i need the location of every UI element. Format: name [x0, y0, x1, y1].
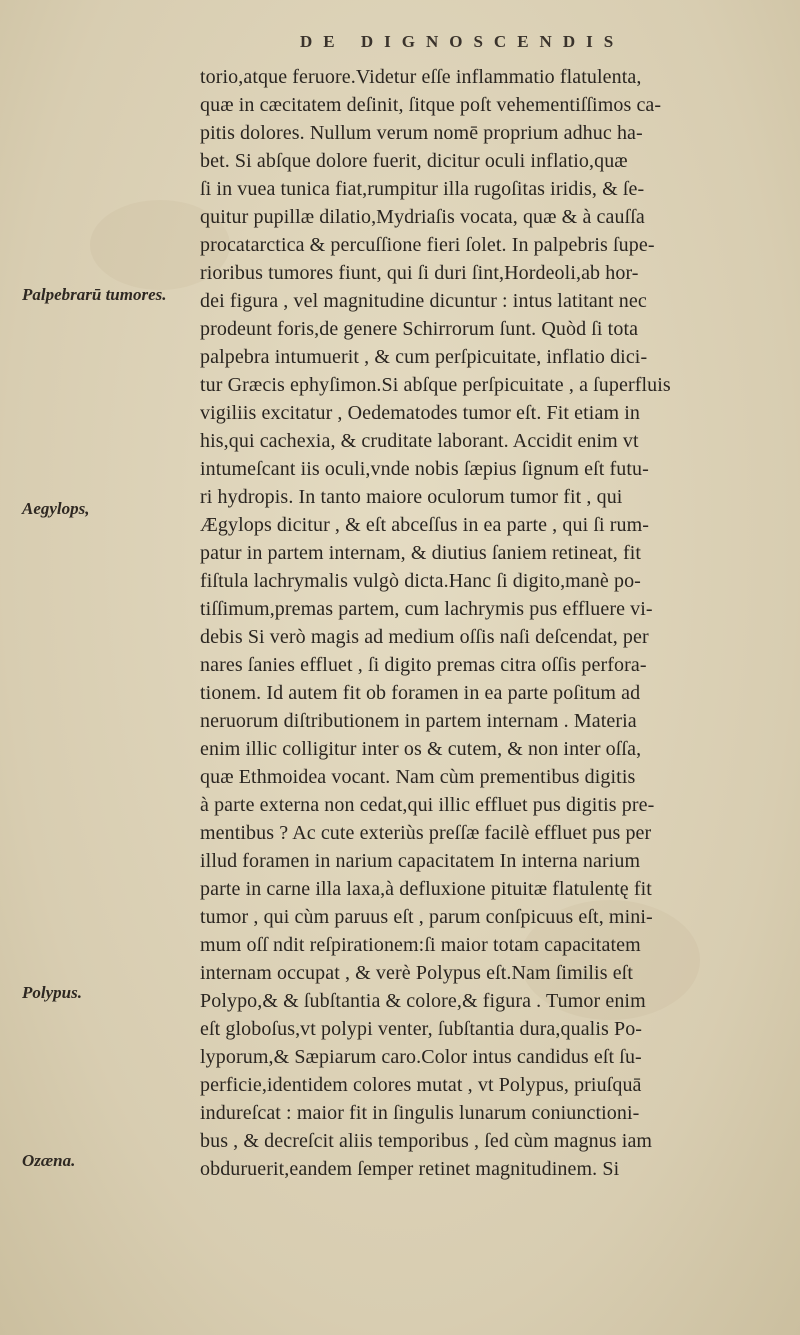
text-line: parte in carne illa laxa,à defluxione pituitæ flatulentę fit	[200, 878, 652, 900]
text-line: mum oſſ ndit reſpirationem:ſi maior totam capacitatem	[200, 934, 641, 956]
text-line: ri hydropis. In tanto maiore oculorum tumor fit , qui	[200, 486, 623, 508]
text-line: tionem. Id autem fit ob foramen in ea parte poſitum ad	[200, 682, 641, 704]
text-line: quæ in cæcitatem deſinit, ſitque poſt vehementiſſimos ca-	[200, 94, 662, 116]
text-line: patur in partem internam, & diutius ſaniem retineat, fit	[200, 542, 642, 564]
text-line: prodeunt foris,de genere Schirrorum ſunt. Quòd ſi tota	[200, 318, 639, 340]
text-line: enim illic colligitur inter os & cutem, & non inter oſſa,	[200, 738, 642, 760]
text-line: palpebra intumuerit , & cum perſpicuitate, inflatio dici-	[200, 346, 648, 368]
text-line: torio,atque feruore.Videtur eſſe inflammatio flatulenta,	[200, 66, 642, 88]
margin-note-aegylops: Aegylops,	[22, 499, 90, 518]
text-line: pitis dolores. Nullum verum nomē proprium adhuc ha-	[200, 122, 643, 144]
text-line: Ægylops dicitur , & eſt abceſſus in ea parte , qui ſi rum-	[200, 514, 650, 536]
text-line: Polypo,& & ſubſtantia & colore,& figura . Tumor enim	[200, 990, 646, 1012]
text-line: nares ſanies effluet , ſi digito premas citra oſſis perfora-	[200, 654, 647, 676]
text-line: his,qui cachexia, & cruditate laborant. Accidit enim vt	[200, 430, 639, 452]
text-line: bet. Si abſque dolore fuerit, dicitur oculi inflatio,quæ	[200, 150, 628, 172]
text-line: obduruerit,eandem ſemper retinet magnitudinem. Si	[200, 1158, 620, 1180]
text-line: dei figura , vel magnitudine dicuntur : intus latitant nec	[200, 290, 647, 312]
text-line: procatarctica & percuſſione fieri ſolet. In palpebris ſupe-	[200, 234, 655, 256]
text-line: mentibus ? Ac cute exteriùs preſſæ facilè effluet pus per	[200, 822, 652, 844]
text-line: fiſtula lachrymalis vulgò dicta.Hanc ſi digito,manè po-	[200, 570, 641, 592]
text-line: intumeſcant iis oculi,vnde nobis ſæpius ſignum eſt futu-	[200, 458, 649, 480]
margin-note-palpebrarum: Palpebrarū tumores.	[22, 285, 167, 304]
text-line: rioribus tumores fiunt, qui ſi duri ſint,Hordeoli,ab hor-	[200, 262, 639, 284]
text-line: à parte externa non cedat,qui illic effluet pus digitis pre-	[200, 794, 655, 816]
margin-note-polypus: Polypus.	[22, 983, 82, 1002]
text-line: vigiliis excitatur , Oedematodes tumor eſt. Fit etiam in	[200, 402, 640, 424]
text-line: quæ Ethmoidea vocant. Nam cùm prementibus digitis	[200, 766, 636, 788]
text-line: illud foramen in narium capacitatem In interna narium	[200, 850, 641, 872]
text-line: internam occupat , & verè Polypus eſt.Nam ſimilis eſt	[200, 962, 633, 984]
text-line: tumor , qui cùm paruus eſt , parum conſpicuus eſt, mini-	[200, 906, 653, 928]
text-line: debis Si verò magis ad medium oſſis naſi deſcendat, per	[200, 626, 649, 648]
text-line: tiſſimum,premas partem, cum lachrymis pus effluere vi-	[200, 598, 653, 620]
text-line: ſi in vuea tunica fiat,rumpitur illa rugoſitas iridis, & ſe-	[200, 178, 645, 200]
text-line: neruorum diſtributionem in partem internam . Materia	[200, 710, 637, 732]
text-line: quitur pupillæ dilatio,Mydriaſis vocata, quæ & à cauſſa	[200, 206, 645, 228]
text-line: tur Græcis ephyſimon.Si abſque perſpicuitate , a ſuperfluis	[200, 374, 671, 396]
margin-note-ozaena: Ozæna.	[22, 1151, 76, 1170]
text-line: eſt globoſus,vt polypi venter, ſubſtantia dura,qualis Po-	[200, 1018, 643, 1040]
text-line: indureſcat : maior fit in ſingulis lunarum coniunctioni-	[200, 1102, 640, 1124]
text-line: bus , & decreſcit aliis temporibus , ſed cùm magnus iam	[200, 1130, 653, 1152]
text-line: perficie,identidem colores mutat , vt Polypus, priuſquā	[200, 1074, 642, 1096]
text-line: lyporum,& Sæpiarum caro.Color intus candidus eſt ſu-	[200, 1046, 642, 1068]
body-text	[200, 63, 785, 1183]
running-head: DE DIGNOSCENDIS	[300, 32, 625, 51]
